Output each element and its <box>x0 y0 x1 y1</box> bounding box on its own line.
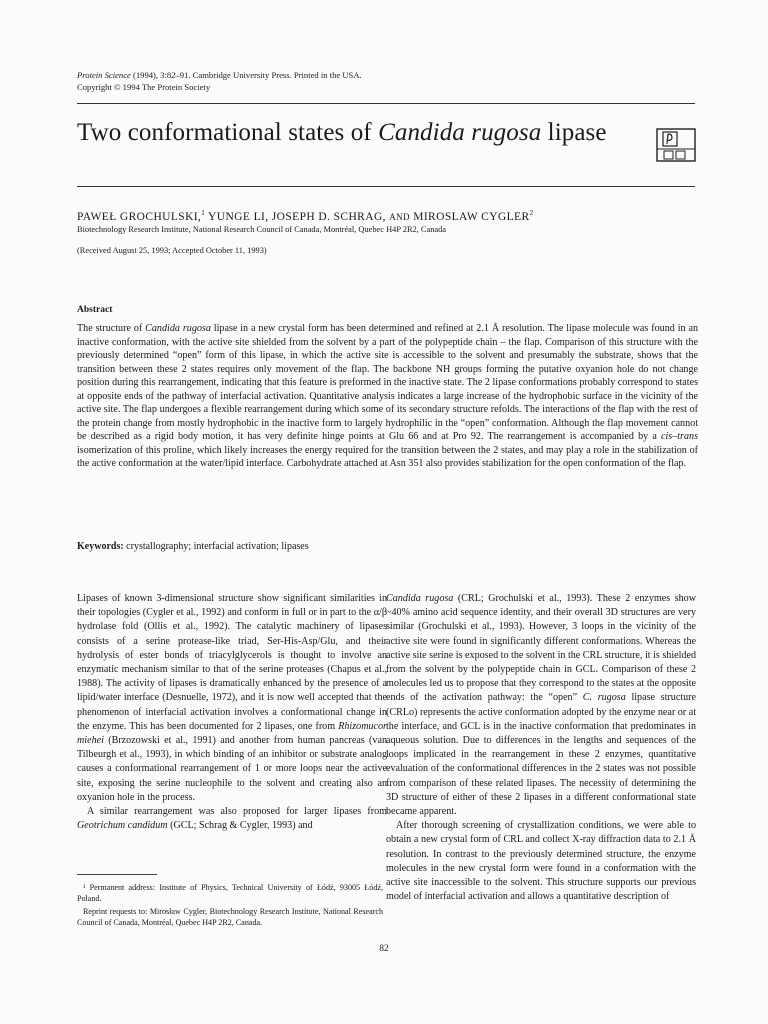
intro-p2-species: Geotrichum candidum <box>77 820 168 832</box>
author-2-3: YUNGE LI, JOSEPH D. SCHRAG, <box>205 210 390 223</box>
author-and: AND <box>389 211 410 222</box>
keywords-label: Keywords: <box>77 541 124 552</box>
intro-p1-text-a: Lipases of known 3-dimensional structure show significant similarities in their topologies (Cygler et al., 1992) and conform in full or in part to the α/β hydrolase fold (Ollis et al., 1992). The catalytic machinery of lipases consists of a serine protease-like triad, Ser-His-Asp/Glu, and their hydrolysis of ester bonds of triacylglycerols is thought to involve an enzymatic mechanism similar to that of the serine proteases (Chapus et al., 1988). The activity of lipases is dramatically enhanced by the presence of a lipid/water interface (Desnuelle, 1972), and it is now well accepted that the phenomenon of interfacial activation involves a conformational change in the enzyme. This has been documented for 2 lipases, one from <box>77 593 387 732</box>
article-title <box>77 118 637 148</box>
intro-p3-species: Candida rugosa <box>386 593 454 604</box>
author-1: PAWEŁ GROCHULSKI, <box>77 210 202 223</box>
abstract-text-2: lipase in a new crystal form has been determined and refined at 2.1 Å resolution. The lipase molecule was found in an inactive conformation, with the active site shielded from the solvent by a part of the polypeptide chain – the flap. Comparison of this structure with the previously determined “open” form of this lipase, in which the active site is accessible to the solvent and presumably the substrate, shows that the transition between these 2 states requires only movement of the flap. The backbone NH groups forming the putative oxyanion hole do not change position during this rearrangement, indicating that this feature is preformed in the inactive state. The 2 lipase conformations probably correspond to states at opposite ends of the pathway of interfacial activation. Quantitative analysis indicates a large increase of the hydrophobic surface in the vicinity of the active site. The flap undergoes a flexible rearrangement during which some of its secondary structure refolds. The interactions of the flap with the rest of the protein change from mostly hydrophobic in the inactive form to largely hydrophilic in the “open” conformation. Although the flap movement cannot be described as a rigid body motion, it has very definite hinge points at Glu 66 and at Pro 92. The rearrangement is accompanied by a <box>77 323 698 442</box>
citation-details: (1994), 3:82–91. Cambridge University Press. Printed in the USA. <box>130 70 362 80</box>
author-1-footnote-mark: 1 <box>201 209 206 217</box>
received-accepted-dates: (Received August 25, 1993; Accepted October 11, 1993) <box>77 246 267 255</box>
footnote-permanent-address: ¹ Permanent address: Institute of Physics, Technical University of Łódź, 93005 Łódź, Poland. <box>77 883 383 903</box>
intro-paragraph-2 <box>77 805 387 833</box>
footnotes <box>77 882 383 930</box>
author-4: MIROSLAW CYGLER <box>409 210 530 223</box>
abstract-cis-trans: cis–trans <box>660 431 698 442</box>
title-suffix: lipase <box>541 119 607 146</box>
intro-p2-text-b: (GCL; Schrag & Cygler, 1993) and <box>167 820 313 832</box>
author-list <box>77 206 697 224</box>
copyright-line: Copyright © 1994 The Protein Society <box>77 82 211 92</box>
page-number: 82 <box>379 944 389 954</box>
right-column <box>386 592 696 904</box>
intro-paragraph-1 <box>77 592 387 805</box>
footnote-reprint-requests: Reprint requests to: Mirosław Cygler, Biotechnology Research Institute, National Research Council of Canada, Montréal, Quebec H4P 2R2, Canada. <box>77 907 383 927</box>
title-rule <box>77 186 695 187</box>
journal-header <box>77 69 697 93</box>
abstract-species: Candida rugosa <box>145 323 211 334</box>
intro-paragraph-4: After thorough screening of crystallization conditions, we were able to obtain a new crystal form of CRL and collect X-ray diffraction data to 2.1 Å resolution. In contrast to the previously determined structure, the enzyme molecules in the new crystal form were found in a conformation with the active site inaccessible to the solvent. This structure supports our previous model of interfacial activation and allows a quantitative description of <box>386 820 696 903</box>
intro-p1-species: Rhizomucor miehei <box>77 720 387 747</box>
intro-p1-text-b: (Brzozowski et al., 1991) and another from human pancreas (van Tilbeurgh et al., 1993), in which binding of an inhibitor or substrate analog causes a conformational rearrangement of 1 or more loops near the active site, exposing the serine nucleophile to the solvent and creating also an oxyanion hole in the process. <box>77 735 387 803</box>
abstract-text-1: The structure of <box>77 323 146 334</box>
journal-logo-icon <box>656 128 696 162</box>
top-rule <box>77 103 695 104</box>
intro-p2-text-a: A similar rearrangement was also proposed for larger lipases from <box>87 806 387 818</box>
intro-paragraph-3 <box>386 592 696 819</box>
intro-p3-species-2: C. rugosa <box>582 692 626 704</box>
title-prefix: Two conformational states of <box>77 119 379 146</box>
keywords-list: crystallography; interfacial activation; lipases <box>123 541 309 552</box>
footnote-rule <box>77 874 157 875</box>
citation-line <box>77 69 697 81</box>
abstract-text-3: isomerization of this proline, which likely increases the energy required for the transition between the 2 states, and may play a role in the stabilization of the active conformation at the water/lipid interface. Carbohydrate attached at Asn 351 also provides stabilization for the open conformation of the flap. <box>77 444 698 469</box>
affiliation: Biotechnology Research Institute, National Research Council of Canada, Montréal, Quebec H4P 2R2, Canada <box>77 225 447 234</box>
title-species: Candida rugosa <box>378 119 542 146</box>
abstract-body <box>77 322 698 471</box>
author-4-footnote-mark: 2 <box>529 209 534 217</box>
journal-name: Protein Science <box>77 70 131 80</box>
left-column <box>77 592 387 833</box>
intro-p3-text-a: (CRL; Grochulski et al., 1993). These 2 enzymes show ~40% amino acid sequence identity, and their overall 3D structures are very similar (Grochulski et al., 1993). However, 3 loops in the vicinity of the active site were found in significantly different conformations. Whereas the active site serine is exposed to the solvent in the CRL structure, it is shielded from the solvent by the polypeptide chain in GCL. Comparison of these 2 molecules led us to propose that they correspond to the states at the opposite ends of the activation pathway: the “open” <box>386 593 696 704</box>
abstract-heading: Abstract <box>77 305 113 315</box>
keywords <box>77 540 697 553</box>
intro-p3-text-b: lipase structure (CRLo) represents the active conformation adopted by the enzyme near or at the interface, and GCL is in the inactive conformation that predominates in aqueous solution. Due to differences in the lengths and sequences of the loops implicated in the rearrangement in these 2 enzymes, quantitative evaluation of the conformational differences in the 2 states was not possible from comparison of these related lipases. The necessity of determining the 3D structure of either of these 2 lipases in a different conformational state became apparent. <box>386 692 696 818</box>
